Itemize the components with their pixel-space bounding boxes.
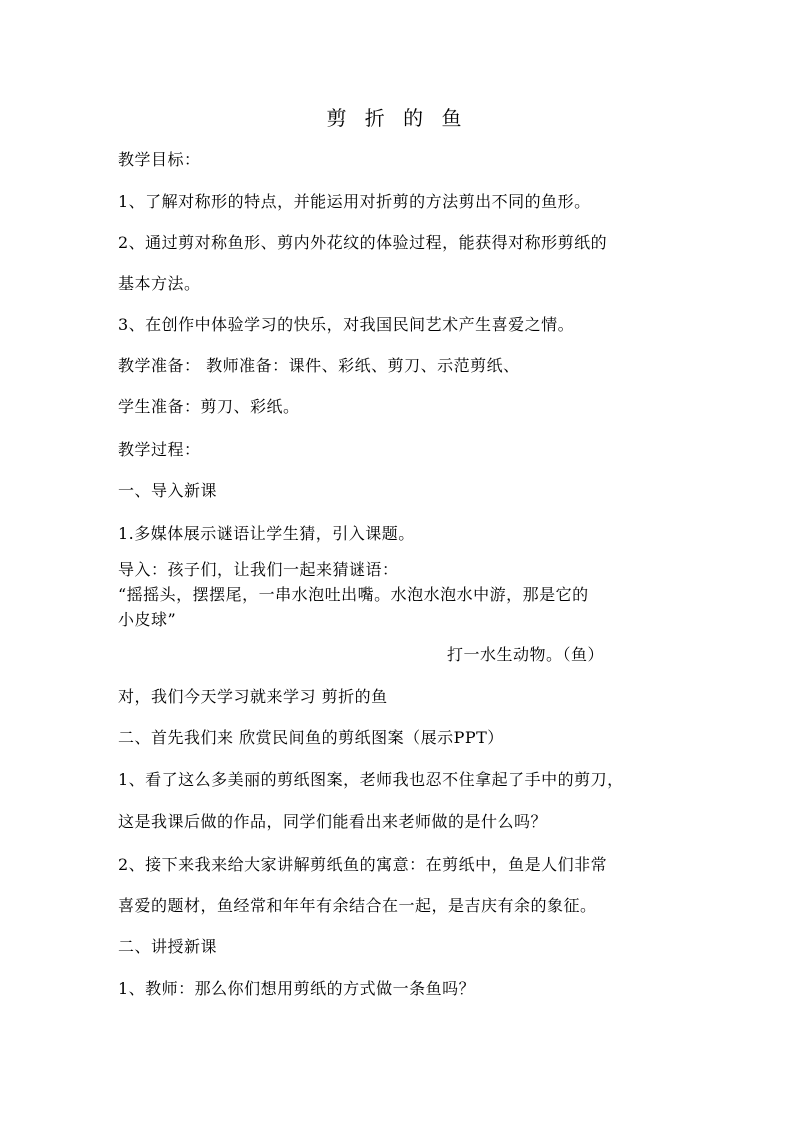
paragraph-appreciate-1: 1、看了这么多美丽的剪纸图案，老师我也忍不住拿起了手中的剪刀， xyxy=(118,770,624,789)
paragraph-riddle-cont: 小皮球” xyxy=(118,610,177,629)
heading-new-lesson: 二、讲授新课 xyxy=(118,937,218,956)
paragraph-intro-lead: 导入：孩子们，让我们一起来猜谜语： xyxy=(118,560,399,579)
document-title: 剪 折 的 鱼 xyxy=(326,106,468,130)
paragraph-teaching-goals: 教学目标： xyxy=(118,150,201,169)
paragraph-teaching-prep: 教学准备： 教师准备：课件、彩纸、剪刀、示范剪纸、 xyxy=(118,356,520,375)
paragraph-goal-2-cont: 基本方法。 xyxy=(118,274,201,293)
paragraph-goal-3: 3、在创作中体验学习的快乐，对我国民间艺术产生喜爱之情。 xyxy=(118,315,575,334)
paragraph-student-prep: 学生准备：剪刀、彩纸。 xyxy=(118,397,300,416)
paragraph-new-lesson-1: 1、教师：那么你们想用剪纸的方式做一条鱼吗？ xyxy=(118,979,476,998)
paragraph-goal-1: 1、了解对称形的特点，并能运用对折剪的方法剪出不同的鱼形。 xyxy=(118,192,591,211)
paragraph-riddle-answer: 打一水生动物。（鱼） xyxy=(447,645,605,664)
paragraph-appreciate-2: 2、接下来我来给大家讲解剪纸鱼的寓意：在剪纸中，鱼是人们非常 xyxy=(118,855,608,874)
paragraph-intro-1: 1.多媒体展示谜语让学生猜，引入课题。 xyxy=(118,524,415,543)
paragraph-goal-2: 2、通过剪对称鱼形、剪内外花纹的体验过程，能获得对称形剪纸的 xyxy=(118,233,608,252)
paragraph-appreciate-1-cont: 这是我课后做的作品，同学们能看出来老师做的是什么吗？ xyxy=(118,812,548,831)
heading-intro: 一、导入新课 xyxy=(118,481,218,500)
paragraph-riddle: “摇摇头，摆摆尾，一串水泡吐出嘴。水泡水泡水中游，那是它的 xyxy=(118,585,589,604)
paragraph-topic: 对，我们今天学习就来学习 剪折的鱼 xyxy=(118,687,388,706)
paragraph-teaching-process: 教学过程： xyxy=(118,440,201,459)
heading-appreciate: 二、首先我们来 欣赏民间鱼的剪纸图案（展示PPT） xyxy=(118,728,504,747)
paragraph-appreciate-2-cont: 喜爱的题材，鱼经常和年年有余结合在一起，是吉庆有余的象征。 xyxy=(118,896,597,915)
